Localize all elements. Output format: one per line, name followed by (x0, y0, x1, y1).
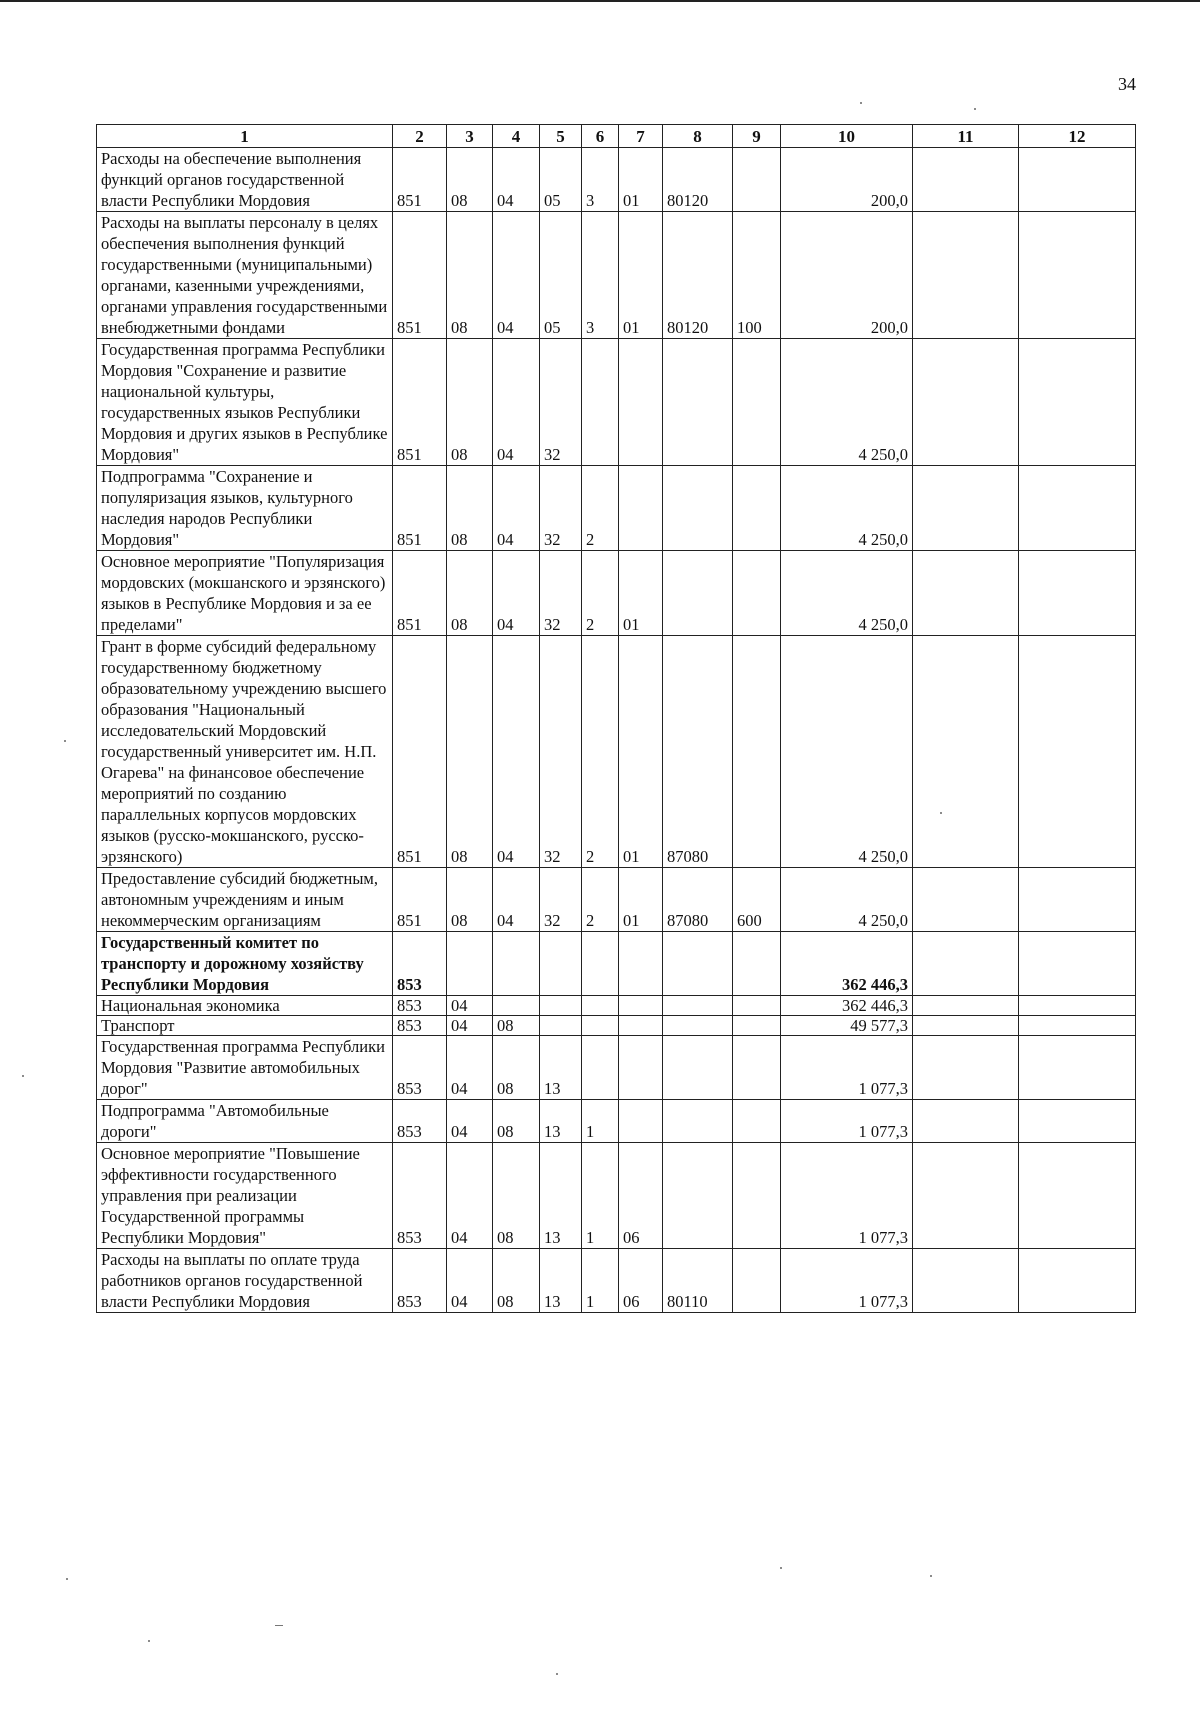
direction-cell: 80110 (663, 1249, 733, 1313)
program-cell: 32 (540, 339, 582, 466)
expense-type-cell: 100 (733, 212, 781, 339)
expense-type-cell (733, 551, 781, 636)
expense-type-cell (733, 466, 781, 551)
section-cell: 08 (447, 868, 493, 932)
row-name-cell: Грант в форме субсидий федеральному государственному бюджетному образовательному учреждению высшего образования "Национальный исследовательский Мордовский государственный университет им. Н.П. Огарева" на финансовое обеспечение мероприятий по созданию параллельных корпусов мордовских языков (русско-мокшанского, русско-эрзянского) (97, 636, 393, 868)
column-11-cell (913, 339, 1019, 466)
column-12-cell (1019, 1036, 1136, 1100)
program-cell: 32 (540, 551, 582, 636)
direction-cell (663, 1100, 733, 1143)
budget-table (96, 124, 1136, 1313)
section-cell: 08 (447, 148, 493, 212)
subsection-cell: 04 (493, 466, 540, 551)
direction-cell: 87080 (663, 868, 733, 932)
row-name-cell: Расходы на выплаты по оплате труда работников органов государственной власти Республики Мордовия (97, 1249, 393, 1313)
program-cell: 13 (540, 1143, 582, 1249)
column-11-cell (913, 1143, 1019, 1249)
section-cell: 04 (447, 1143, 493, 1249)
scan-speck (66, 1578, 68, 1580)
ministry-code-cell: 851 (393, 636, 447, 868)
row-name-cell: Государственный комитет по транспорту и дорожному хозяйству Республики Мордовия (97, 932, 393, 996)
activity-cell (619, 339, 663, 466)
activity-cell (619, 1036, 663, 1100)
subsection-cell: 08 (493, 1100, 540, 1143)
activity-cell: 01 (619, 868, 663, 932)
column-header: 9 (733, 125, 781, 148)
direction-cell: 80120 (663, 212, 733, 339)
expense-type-cell (733, 636, 781, 868)
table-row (97, 1100, 1136, 1143)
column-11-cell (913, 1036, 1019, 1100)
scan-speck (940, 812, 942, 814)
subprogram-cell: 2 (582, 636, 619, 868)
ministry-code-cell: 851 (393, 551, 447, 636)
direction-cell (663, 1143, 733, 1249)
amount-cell: 200,0 (781, 212, 913, 339)
subprogram-cell: 2 (582, 551, 619, 636)
subprogram-cell: 1 (582, 1100, 619, 1143)
subprogram-cell: 2 (582, 868, 619, 932)
scan-speck (148, 1640, 150, 1642)
page-top-rule (0, 0, 1200, 2)
table-row (97, 466, 1136, 551)
subprogram-cell (582, 996, 619, 1016)
section-cell: 08 (447, 339, 493, 466)
section-cell: 08 (447, 636, 493, 868)
subprogram-cell: 1 (582, 1143, 619, 1249)
subprogram-cell (582, 1036, 619, 1100)
program-cell: 32 (540, 466, 582, 551)
section-cell: 08 (447, 551, 493, 636)
direction-cell: 87080 (663, 636, 733, 868)
column-12-cell (1019, 1100, 1136, 1143)
column-header: 11 (913, 125, 1019, 148)
expense-type-cell (733, 1036, 781, 1100)
section-cell: 04 (447, 1100, 493, 1143)
column-11-cell (913, 1100, 1019, 1143)
column-header: 5 (540, 125, 582, 148)
subprogram-cell (582, 932, 619, 996)
direction-cell (663, 339, 733, 466)
column-header: 3 (447, 125, 493, 148)
column-12-cell (1019, 1016, 1136, 1036)
activity-cell (619, 466, 663, 551)
table-row-committee-total (97, 932, 1136, 996)
row-name-cell: Государственная программа Республики Мордовия "Сохранение и развитие национальной культуры, государственных языков Республики Мордовия и других языков в Республике Мордовия" (97, 339, 393, 466)
column-11-cell (913, 148, 1019, 212)
column-12-cell (1019, 636, 1136, 868)
activity-cell: 01 (619, 148, 663, 212)
table-row (97, 1249, 1136, 1313)
expense-type-cell (733, 996, 781, 1016)
column-11-cell (913, 636, 1019, 868)
amount-cell: 1 077,3 (781, 1036, 913, 1100)
ministry-code-cell: 853 (393, 1143, 447, 1249)
row-name-cell: Расходы на обеспечение выполнения функций органов государственной власти Республики Мордовия (97, 148, 393, 212)
ministry-code-cell: 853 (393, 1036, 447, 1100)
column-12-cell (1019, 932, 1136, 996)
subprogram-cell (582, 339, 619, 466)
subsection-cell: 04 (493, 212, 540, 339)
amount-cell: 1 077,3 (781, 1249, 913, 1313)
amount-cell: 4 250,0 (781, 466, 913, 551)
header-row (97, 125, 1136, 148)
column-header: 7 (619, 125, 663, 148)
subsection-cell: 08 (493, 1143, 540, 1249)
amount-cell: 4 250,0 (781, 636, 913, 868)
row-name-cell: Подпрограмма "Сохранение и популяризация языков, культурного наследия народов Республики Мордовия" (97, 466, 393, 551)
column-header: 2 (393, 125, 447, 148)
column-12-cell (1019, 148, 1136, 212)
column-header: 12 (1019, 125, 1136, 148)
program-cell (540, 1016, 582, 1036)
direction-cell (663, 932, 733, 996)
amount-cell: 362 446,3 (781, 996, 913, 1016)
scan-speck (974, 108, 976, 110)
column-11-cell (913, 212, 1019, 339)
ministry-code-cell: 853 (393, 996, 447, 1016)
table-row (97, 339, 1136, 466)
ministry-code-cell: 853 (393, 1016, 447, 1036)
activity-cell: 06 (619, 1143, 663, 1249)
activity-cell: 01 (619, 551, 663, 636)
program-cell: 13 (540, 1100, 582, 1143)
ministry-code-cell: 853 (393, 932, 447, 996)
subprogram-cell: 2 (582, 466, 619, 551)
column-11-cell (913, 996, 1019, 1016)
program-cell: 13 (540, 1036, 582, 1100)
subsection-cell: 04 (493, 339, 540, 466)
subprogram-cell: 3 (582, 212, 619, 339)
activity-cell (619, 1100, 663, 1143)
column-12-cell (1019, 1143, 1136, 1249)
column-11-cell (913, 1016, 1019, 1036)
expense-type-cell (733, 339, 781, 466)
direction-cell (663, 1036, 733, 1100)
table-row (97, 996, 1136, 1016)
subsection-cell: 08 (493, 1249, 540, 1313)
column-12-cell (1019, 1249, 1136, 1313)
section-cell: 04 (447, 1036, 493, 1100)
row-name-cell: Предоставление субсидий бюджетным, автономным учреждениям и иным некоммерческим организациям (97, 868, 393, 932)
program-cell: 05 (540, 148, 582, 212)
ministry-code-cell: 853 (393, 1100, 447, 1143)
program-cell: 32 (540, 868, 582, 932)
table-row (97, 868, 1136, 932)
subprogram-cell: 1 (582, 1249, 619, 1313)
scan-speck (64, 740, 66, 742)
subsection-cell: 04 (493, 868, 540, 932)
direction-cell (663, 1016, 733, 1036)
direction-cell (663, 996, 733, 1016)
table-row (97, 551, 1136, 636)
subsection-cell: 04 (493, 148, 540, 212)
subsection-cell (493, 932, 540, 996)
scan-speck (22, 1075, 24, 1077)
expense-type-cell: 600 (733, 868, 781, 932)
scan-mark (275, 1625, 283, 1626)
subsection-cell: 04 (493, 636, 540, 868)
amount-cell: 4 250,0 (781, 339, 913, 466)
program-cell (540, 996, 582, 1016)
table-row (97, 636, 1136, 868)
ministry-code-cell: 853 (393, 1249, 447, 1313)
program-cell: 32 (540, 636, 582, 868)
section-cell: 04 (447, 996, 493, 1016)
column-header: 6 (582, 125, 619, 148)
subsection-cell: 08 (493, 1016, 540, 1036)
section-cell: 04 (447, 1249, 493, 1313)
amount-cell: 1 077,3 (781, 1143, 913, 1249)
section-cell: 04 (447, 1016, 493, 1036)
expense-type-cell (733, 148, 781, 212)
program-cell: 05 (540, 212, 582, 339)
amount-cell: 4 250,0 (781, 551, 913, 636)
table-row (97, 1143, 1136, 1249)
direction-cell (663, 551, 733, 636)
program-cell: 13 (540, 1249, 582, 1313)
column-11-cell (913, 466, 1019, 551)
activity-cell: 01 (619, 636, 663, 868)
table-row (97, 148, 1136, 212)
subprogram-cell (582, 1016, 619, 1036)
column-12-cell (1019, 212, 1136, 339)
amount-cell: 49 577,3 (781, 1016, 913, 1036)
row-name-cell: Государственная программа Республики Мордовия "Развитие автомобильных дорог" (97, 1036, 393, 1100)
column-header: 1 (97, 125, 393, 148)
column-12-cell (1019, 551, 1136, 636)
expense-type-cell (733, 932, 781, 996)
amount-cell: 362 446,3 (781, 932, 913, 996)
column-header: 10 (781, 125, 913, 148)
ministry-code-cell: 851 (393, 212, 447, 339)
amount-cell: 4 250,0 (781, 868, 913, 932)
section-cell: 08 (447, 212, 493, 339)
direction-cell (663, 466, 733, 551)
activity-cell (619, 1016, 663, 1036)
row-name-cell: Национальная экономика (97, 996, 393, 1016)
table-row (97, 1036, 1136, 1100)
row-name-cell: Транспорт (97, 1016, 393, 1036)
direction-cell: 80120 (663, 148, 733, 212)
table-row (97, 1016, 1136, 1036)
section-cell: 08 (447, 466, 493, 551)
row-name-cell: Подпрограмма "Автомобильные дороги" (97, 1100, 393, 1143)
subprogram-cell: 3 (582, 148, 619, 212)
expense-type-cell (733, 1100, 781, 1143)
section-cell (447, 932, 493, 996)
scan-speck (780, 1567, 782, 1569)
scan-speck (860, 102, 862, 104)
program-cell (540, 932, 582, 996)
ministry-code-cell: 851 (393, 339, 447, 466)
column-header: 8 (663, 125, 733, 148)
activity-cell: 06 (619, 1249, 663, 1313)
column-11-cell (913, 551, 1019, 636)
column-12-cell (1019, 868, 1136, 932)
expense-type-cell (733, 1016, 781, 1036)
page-number: 34 (1118, 74, 1136, 94)
expense-type-cell (733, 1249, 781, 1313)
row-name-cell: Расходы на выплаты персоналу в целях обеспечения выполнения функций государственными (муниципальными) органами, казенными учреждениями, органами управления государственными внебюджетными фондами (97, 212, 393, 339)
scan-speck (930, 1575, 932, 1577)
column-11-cell (913, 868, 1019, 932)
amount-cell: 200,0 (781, 148, 913, 212)
activity-cell (619, 996, 663, 1016)
ministry-code-cell: 851 (393, 868, 447, 932)
column-11-cell (913, 1249, 1019, 1313)
scan-speck (556, 1673, 558, 1675)
activity-cell: 01 (619, 212, 663, 339)
table-row (97, 212, 1136, 339)
ministry-code-cell: 851 (393, 148, 447, 212)
subsection-cell (493, 996, 540, 1016)
column-12-cell (1019, 339, 1136, 466)
row-name-cell: Основное мероприятие "Популяризация мордовских (мокшанского и эрзянского) языков в Республике Мордовия и за ее пределами" (97, 551, 393, 636)
ministry-code-cell: 851 (393, 466, 447, 551)
column-12-cell (1019, 466, 1136, 551)
expense-type-cell (733, 1143, 781, 1249)
activity-cell (619, 932, 663, 996)
amount-cell: 1 077,3 (781, 1100, 913, 1143)
column-header: 4 (493, 125, 540, 148)
row-name-cell: Основное мероприятие "Повышение эффективности государственного управления при реализации Государственной программы Республики Мордовия" (97, 1143, 393, 1249)
subsection-cell: 08 (493, 1036, 540, 1100)
column-12-cell (1019, 996, 1136, 1016)
subsection-cell: 04 (493, 551, 540, 636)
column-11-cell (913, 932, 1019, 996)
